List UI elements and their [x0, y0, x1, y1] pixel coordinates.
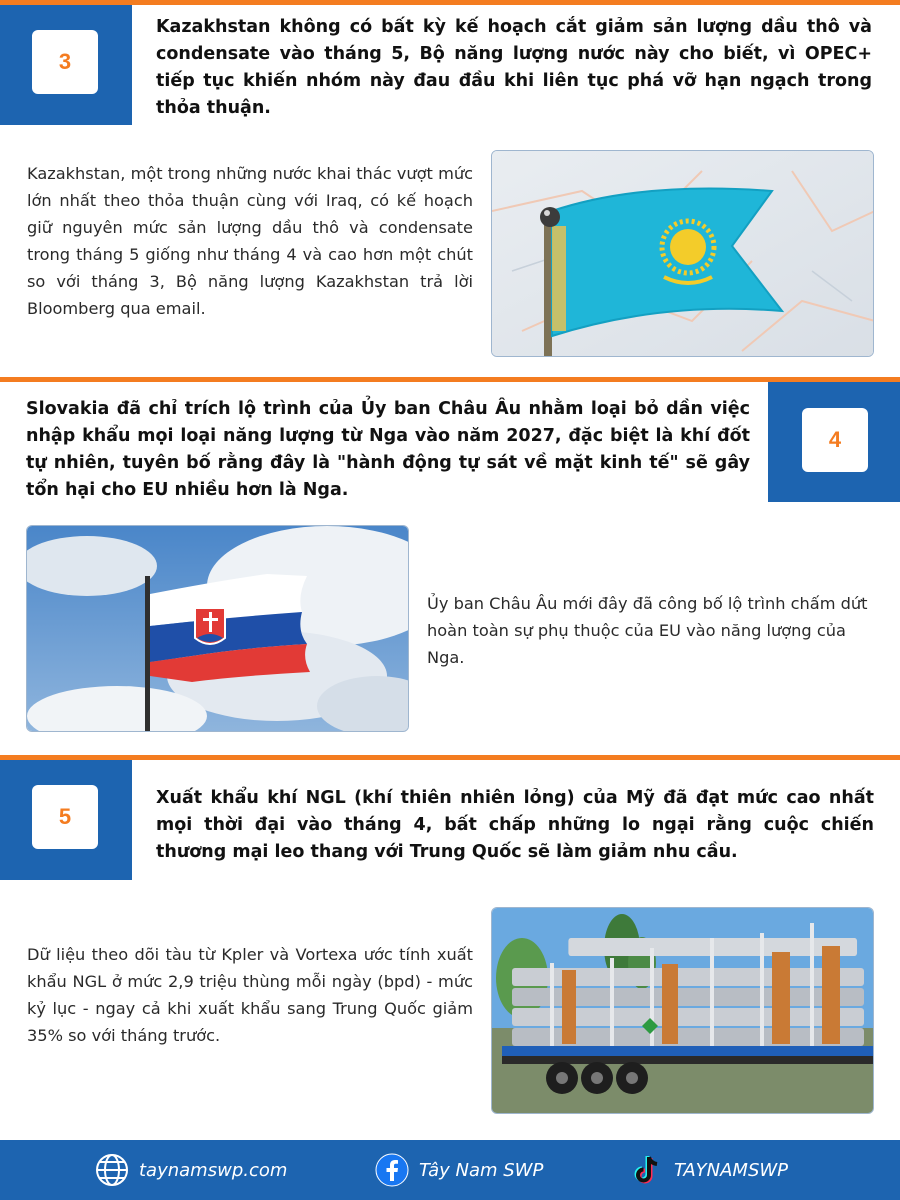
section-number-badge: [32, 30, 98, 94]
section-headline: Slovakia đã chỉ trích lộ trình của Ủy ban Châu Âu nhằm loại bỏ dần việc nhập khẩu mọi loại năng lượng từ Nga vào năm 2027, đặc biệt là khí đốt tự nhiên, tuyên bố rằng đây là "hành động tự sát về mặt kinh tế" sẽ gây tổn hại cho EU nhiều hơn là Nga.: [26, 399, 750, 500]
footer-website[interactable]: [95, 1140, 287, 1200]
section-number-badge: [802, 408, 868, 472]
section-number-badge: [32, 785, 98, 849]
tiktok-icon: [630, 1153, 664, 1187]
facebook-icon: [375, 1153, 409, 1187]
section-number-block: [768, 382, 900, 502]
section-body: Dữ liệu theo dõi tàu từ Kpler và Vortexa ước tính xuất khẩu NGL ở mức 2,9 triệu thùng mỗi ngày (bpd) - mức kỷ lục - ngay cả khi xuất khẩu sang Trung Quốc giảm 35% so với tháng trước.: [27, 945, 473, 1045]
section-number-block: [0, 5, 132, 125]
ngl-truck-photo: [491, 907, 874, 1114]
section-number-block: [0, 760, 132, 880]
section-divider: [0, 755, 900, 760]
section-body: Kazakhstan, một trong những nước khai thác vượt mức lớn nhất theo thỏa thuận cùng với Iraq, có kế hoạch giữ nguyên mức sản lượng dầu thô và condensate trong tháng 5 giống như tháng 4 và cao hơn một chút so với tháng 3, Bộ năng lượng Kazakhstan trả lời Bloomberg qua email.: [27, 164, 473, 318]
section-headline: Kazakhstan không có bất kỳ kế hoạch cắt giảm sản lượng dầu thô và condensate vào tháng 5, Bộ năng lượng nước này cho biết, vì OPEC+ tiếp tục khiến nhóm này đau đầu khi liên tục phá vỡ hạn ngạch trong thỏa thuận.: [156, 17, 872, 118]
kazakhstan-flag-photo: [491, 150, 874, 357]
globe-icon: [95, 1153, 129, 1187]
facebook-link[interactable]: Tây Nam SWP: [419, 1159, 544, 1181]
footer-facebook[interactable]: [375, 1140, 543, 1200]
website-link[interactable]: taynamswp.com: [139, 1159, 288, 1181]
section-divider: [0, 377, 900, 382]
tiktok-link[interactable]: TAYNAMSWP: [674, 1159, 789, 1181]
slovakia-flag-photo: [26, 525, 409, 732]
section-number: 5: [58, 804, 72, 829]
section-number: 4: [828, 427, 842, 452]
section-body: Ủy ban Châu Âu mới đây đã công bố lộ trình chấm dứt hoàn toàn sự phụ thuộc của EU vào năng lượng của Nga.: [427, 594, 868, 667]
section-headline: Xuất khẩu khí NGL (khí thiên nhiên lỏng) của Mỹ đã đạt mức cao nhất mọi thời đại vào tháng 4, bất chấp những lo ngại rằng cuộc chiến thương mại leo thang với Trung Quốc sẽ làm giảm nhu cầu.: [156, 788, 874, 862]
footer-tiktok[interactable]: [630, 1140, 788, 1200]
section-divider: [0, 0, 900, 5]
footer-bar: [0, 1140, 900, 1200]
section-number: 3: [58, 49, 72, 74]
